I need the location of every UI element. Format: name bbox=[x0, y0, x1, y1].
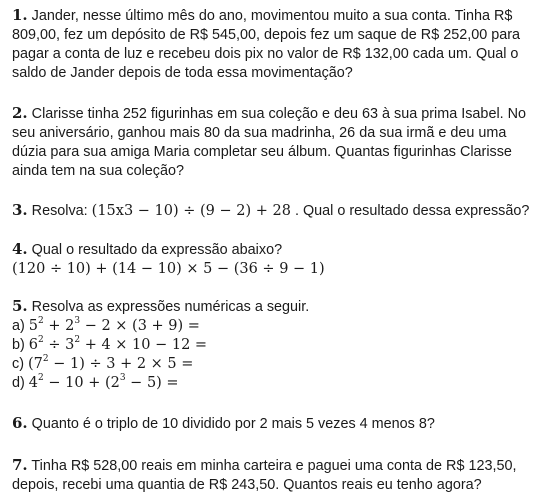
expression-item-c bbox=[12, 355, 532, 374]
item-label: c) bbox=[12, 356, 24, 372]
item-label: a) bbox=[12, 318, 25, 334]
question-4 bbox=[12, 240, 532, 279]
question-number: 7. bbox=[12, 456, 28, 474]
math-expression: (15x3 − 10) ÷ (9 − 2) + 28 bbox=[91, 203, 291, 219]
question-number: 1. bbox=[12, 6, 28, 24]
question-1 bbox=[12, 6, 532, 83]
item-label: d) bbox=[12, 375, 25, 391]
question-text: Resolva: bbox=[27, 203, 92, 219]
question-text: depois, recebi uma quantia de R$ 243,50. Quantos reais eu tenho agora? bbox=[12, 477, 482, 493]
question-number: 5. bbox=[12, 297, 28, 315]
question-text: Tinha R$ 528,00 reais em minha carteira e paguei uma conta de R$ 123,50, bbox=[27, 458, 517, 474]
question-number: 4. bbox=[12, 240, 28, 258]
expression-item-a bbox=[12, 317, 532, 336]
question-number: 3. bbox=[12, 201, 28, 219]
question-text: Clarisse tinha 252 figurinhas em sua coleção e deu 63 à sua prima Isabel. No bbox=[27, 106, 527, 122]
question-number: 6. bbox=[12, 414, 28, 432]
question-6 bbox=[12, 414, 532, 434]
question-3 bbox=[12, 201, 532, 221]
math-expression: (120 ÷ 10) + (14 − 10) × 5 − (36 ÷ 9 − 1) bbox=[12, 261, 325, 277]
question-text: Quanto é o triplo de 10 dividido por 2 mais 5 vezes 4 menos 8? bbox=[27, 416, 435, 432]
item-label: b) bbox=[12, 337, 25, 353]
question-text: seu aniversário, ganhou mais 80 da sua madrinha, 26 da sua irmã e deu uma bbox=[12, 125, 507, 141]
expression-item-b bbox=[12, 336, 532, 355]
math-expression: $(7^2 - 1) \div 3 + 2 \times 5$ = bbox=[28, 354, 194, 372]
expression-item-d bbox=[12, 374, 532, 393]
question-7 bbox=[12, 456, 532, 495]
question-text: pagar a conta de luz e recebeu dois pix no valor de R$ 132,00 cada um. Qual o bbox=[12, 46, 519, 62]
question-text: saldo de Jander depois de toda essa movimentação? bbox=[12, 65, 353, 81]
question-text: Resolva as expressões numéricas a seguir. bbox=[27, 299, 310, 315]
question-text: Jander, nesse último mês do ano, movimentou muito a sua conta. Tinha R$ bbox=[27, 8, 513, 24]
question-text: . Qual o resultado dessa expressão? bbox=[290, 203, 530, 219]
question-text: dúzia para sua amiga Maria completar seu álbum. Quantas figurinhas Clarisse bbox=[12, 144, 512, 160]
math-expression: $6^2 \div 3^2 + 4 \times 10 - 12$ = bbox=[28, 335, 208, 353]
question-text: Qual o resultado da expressão abaixo? bbox=[27, 242, 283, 258]
math-expression: $4^2 - 10 + (2^3 - 5)$ = bbox=[28, 373, 179, 391]
question-2 bbox=[12, 104, 532, 181]
math-expression: $5^2 + 2^3 - 2 \times (3 + 9)$ = bbox=[28, 316, 200, 334]
question-text: 809,00, fez um depósito de R$ 545,00, depois fez um saque de R$ 252,00 para bbox=[12, 27, 521, 43]
question-5 bbox=[12, 297, 532, 393]
question-number: 2. bbox=[12, 104, 28, 122]
question-text: ainda tem na sua coleção? bbox=[12, 163, 185, 179]
